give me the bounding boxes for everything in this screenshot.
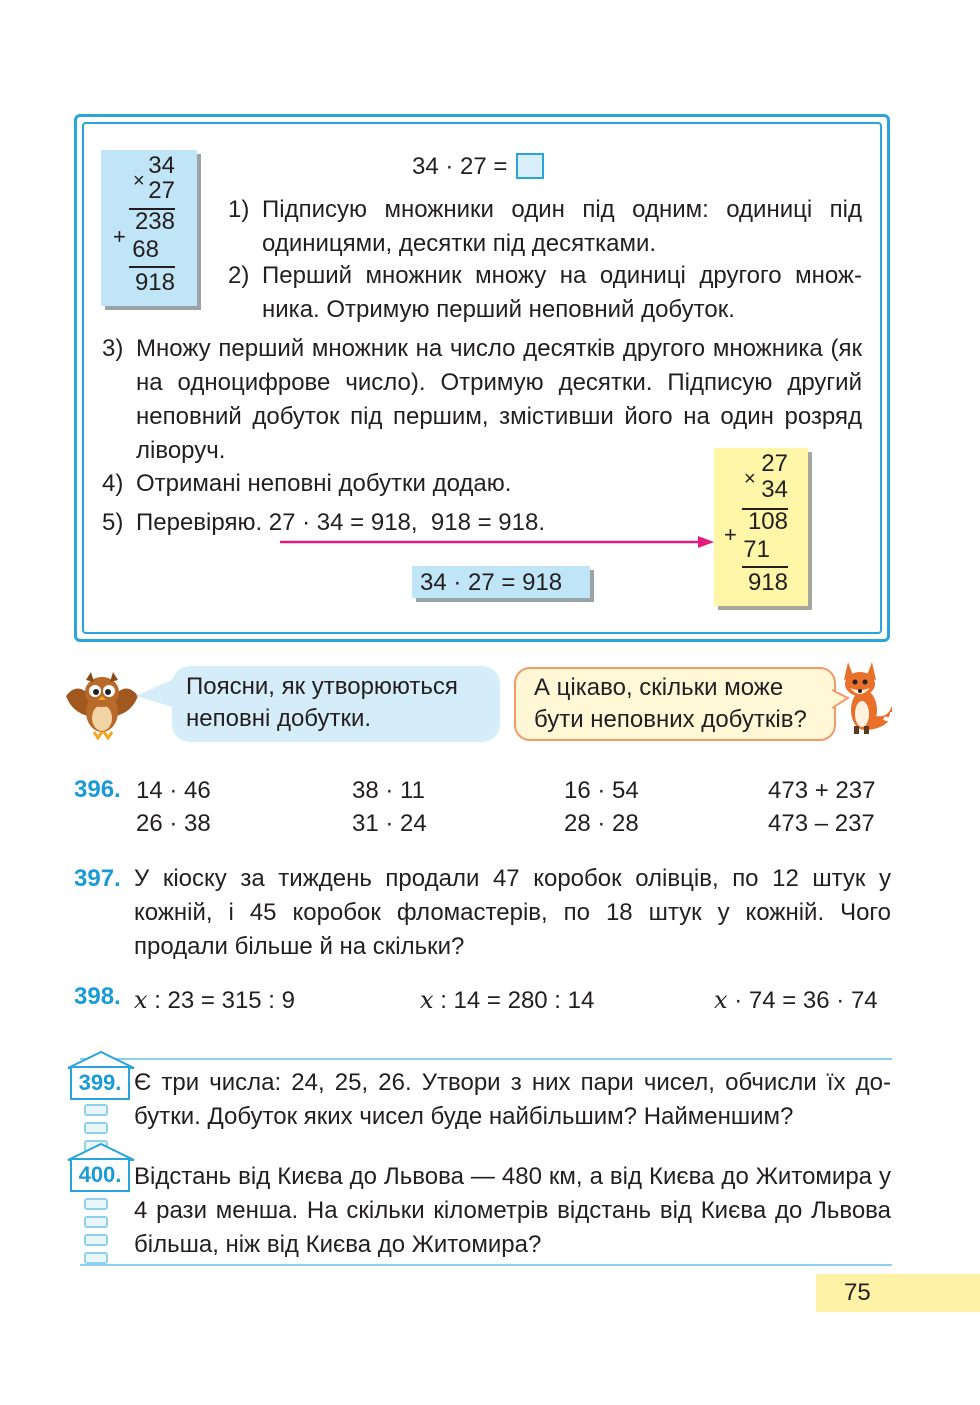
variable-x: x	[420, 986, 434, 1014]
answer-blank-box	[516, 153, 544, 179]
fox-icon	[836, 656, 896, 736]
ladder-rung	[84, 1252, 108, 1264]
check-multiplication-card	[714, 448, 808, 606]
equation-2	[420, 984, 594, 1017]
answer-card	[412, 566, 590, 598]
multiplicand: 27	[761, 450, 788, 477]
multiplier: 27	[148, 177, 175, 204]
expression: 28 · 28	[564, 810, 639, 837]
partial-product-1: 108	[747, 508, 788, 535]
task-number-397: 397.	[74, 865, 121, 892]
rule-line	[129, 266, 175, 268]
section-top-rule	[80, 1058, 892, 1060]
title-expression: 34 · 27 =	[412, 153, 508, 180]
step-text: Отримані неповні добутки додаю.	[136, 470, 512, 497]
step-number: 2)	[228, 262, 250, 289]
task-400-text: Відстань від Києва до Львова — 480 км, а від Києва до Житомира у 4 рази менша. На скільки кілометрів відстань від Києва до Львова більша, ніж від Києва до Житомира?	[134, 1163, 891, 1258]
step-1	[228, 193, 862, 261]
partial-product-1: 238	[134, 208, 175, 235]
expression: 26 · 38	[136, 810, 211, 837]
step-number: 1)	[228, 196, 250, 223]
multiplier: 34	[761, 476, 788, 503]
column-multiplication-card	[101, 150, 197, 306]
equation-1	[134, 984, 295, 1017]
expression: 473 + 237	[768, 777, 876, 804]
step-2	[228, 259, 862, 327]
expression: 31 · 24	[352, 810, 427, 837]
step-text: Перший множник множу на одиниці другого множника. Отримую перший неповний добуток.	[262, 262, 862, 323]
variable-x: x	[714, 986, 728, 1014]
step-number: 5)	[102, 509, 124, 536]
task-397-text: У кіоску за тиждень продали 47 коробок олівців, по 12 штук у кожній, і 45 коробок фломастерів, по 18 штук у кожній. Чого продали більше й на скільки?	[134, 865, 891, 960]
ladder-rung	[84, 1216, 108, 1228]
ladder-rung	[84, 1122, 108, 1134]
owl-speech-bubble	[172, 666, 500, 742]
owl-bubble-tail	[136, 678, 176, 708]
task-number-400: 400.	[70, 1158, 130, 1192]
product-result: 918	[134, 269, 175, 296]
section-bottom-rule	[80, 1264, 892, 1266]
product-result: 918	[747, 569, 788, 596]
expression: 38 · 11	[352, 777, 425, 804]
partial-product-2: 71	[743, 536, 770, 563]
ladder-rung	[84, 1104, 108, 1116]
step-text: Перевіряю. 27 · 34 = 918, 918 = 918.	[136, 509, 546, 536]
ladder-rung	[84, 1198, 108, 1210]
step-4	[102, 467, 662, 501]
fox-speech-bubble	[514, 667, 836, 741]
step-number: 3)	[102, 335, 124, 362]
ladder-rung	[84, 1234, 108, 1246]
task-399-text: Є три числа: 24, 25, 26. Утвори з них пари чисел, обчисли їх добутки. Добуток яких чисел буде найбільшим? Найменшим?	[134, 1069, 891, 1130]
multiplicand: 34	[148, 152, 175, 179]
answer-text: 34 · 27 = 918	[420, 569, 563, 596]
page-number: 75	[844, 1279, 871, 1306]
equation-text: : 14 = 280 : 14	[433, 987, 595, 1014]
expression: 473 – 237	[768, 810, 875, 837]
plus-sign: +	[724, 522, 737, 547]
times-sign: ×	[744, 468, 756, 490]
fox-speech-text: А цікаво, скільки може бути неповних добутків?	[534, 674, 807, 733]
step-number: 4)	[102, 470, 124, 497]
check-arrow	[280, 532, 714, 552]
rule-line	[742, 566, 788, 568]
task-number-399: 399.	[70, 1066, 130, 1100]
equation-3	[714, 984, 878, 1017]
expression: 14 · 46	[136, 777, 211, 804]
equation-text: · 74 = 36 · 74	[727, 987, 878, 1014]
page-number-tab	[816, 1274, 980, 1312]
variable-x: x	[134, 986, 148, 1014]
step-text: Підписую множники один під одним: одиниці під одиницями, десятки під десятками.	[262, 196, 862, 257]
task-number-396: 396.	[74, 776, 121, 803]
partial-product-2: 68	[132, 236, 159, 263]
step-text: Множу перший множник на число десятків другого множника (як на одноцифрове число). Отримую десятки. Підписую другий неповний добуток під першим, змістивши його на один розряд ліворуч.	[136, 335, 862, 464]
times-sign: ×	[133, 170, 145, 192]
equation-text: : 23 = 315 : 9	[147, 987, 295, 1014]
owl-icon	[62, 670, 142, 740]
owl-speech-text: Поясни, як утворюються неповні добутки.	[186, 673, 458, 732]
expression: 16 · 54	[564, 777, 639, 804]
plus-sign: +	[113, 224, 126, 249]
task-number-398: 398.	[74, 983, 121, 1010]
